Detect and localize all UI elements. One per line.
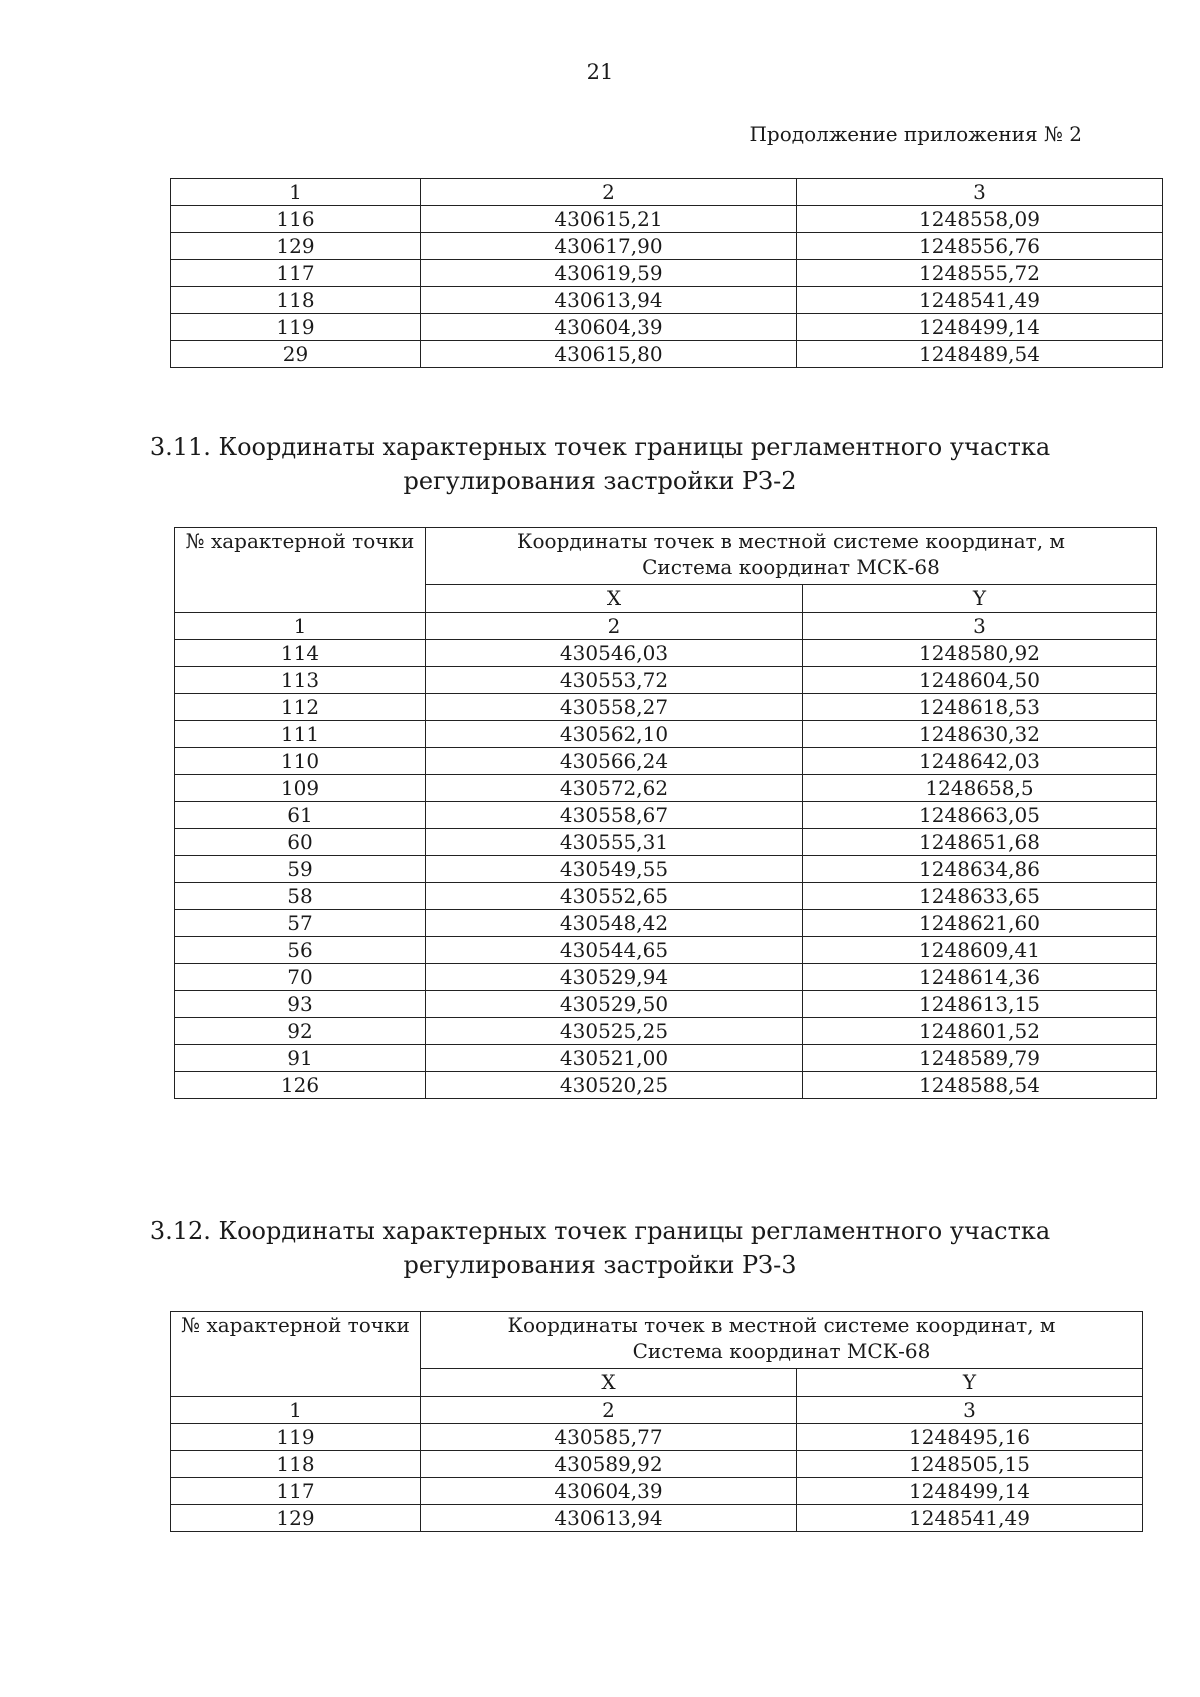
x-coordinate-cell: 430562,10 (426, 721, 803, 748)
x-header: X (421, 1369, 797, 1397)
table-row (171, 260, 1163, 287)
table-row (175, 991, 1157, 1018)
table-row (171, 287, 1163, 314)
table-row (171, 1451, 1143, 1478)
y-coordinate-cell: 1248642,03 (803, 748, 1157, 775)
y-coordinate-cell: 1248588,54 (803, 1072, 1157, 1099)
point-number-cell: 70 (175, 964, 426, 991)
table-row (175, 910, 1157, 937)
coordinates-header-line: Координаты точек в местной системе координат, м (517, 529, 1065, 553)
point-number-cell: 117 (171, 1478, 421, 1505)
point-number-cell: 29 (171, 341, 421, 368)
coordinate-system-line: Система координат МСК-68 (642, 555, 940, 579)
y-coordinate-cell: 1248580,92 (803, 640, 1157, 667)
x-coordinate-cell: 430548,42 (426, 910, 803, 937)
section-3-11-title (0, 430, 1200, 498)
rz2-coordinates-table (174, 527, 1157, 1099)
table-row (171, 341, 1163, 368)
x-coordinate-cell: 430585,77 (421, 1424, 797, 1451)
y-coordinate-cell: 1248633,65 (803, 883, 1157, 910)
y-coordinate-cell: 1248499,14 (797, 1478, 1143, 1505)
y-coordinate-cell: 1248495,16 (797, 1424, 1143, 1451)
rz3-coordinates-table (170, 1311, 1143, 1532)
column-number-row (175, 613, 1157, 640)
y-coordinate-cell: 1248489,54 (797, 341, 1163, 368)
table-row (175, 775, 1157, 802)
point-number-header: № характерной точки (175, 528, 426, 613)
y-header: Y (803, 585, 1157, 613)
x-coordinate-cell: 430525,25 (426, 1018, 803, 1045)
rz2-table-body (175, 528, 1157, 1099)
point-number-cell: 109 (175, 775, 426, 802)
y-coordinate-cell: 1248505,15 (797, 1451, 1143, 1478)
point-number-cell: 60 (175, 829, 426, 856)
point-number-cell: 58 (175, 883, 426, 910)
x-coordinate-cell: 430521,00 (426, 1045, 803, 1072)
point-number-cell: 112 (175, 694, 426, 721)
column-number-cell: 1 (171, 179, 421, 206)
point-number-cell: 93 (175, 991, 426, 1018)
point-number-cell: 126 (175, 1072, 426, 1099)
section-title-line: регулирования застройки РЗ-3 (403, 1251, 797, 1279)
x-coordinate-cell: 430520,25 (426, 1072, 803, 1099)
x-coordinate-cell: 430615,21 (421, 206, 797, 233)
continuation-table-body (171, 179, 1163, 368)
y-coordinate-cell: 1248589,79 (803, 1045, 1157, 1072)
point-number-cell: 59 (175, 856, 426, 883)
column-number-cell: 1 (171, 1397, 421, 1424)
table-row (175, 1045, 1157, 1072)
point-number-cell: 111 (175, 721, 426, 748)
x-coordinate-cell: 430615,80 (421, 341, 797, 368)
point-number-header: № характерной точки (171, 1312, 421, 1397)
table-row (175, 856, 1157, 883)
point-number-cell: 116 (171, 206, 421, 233)
x-coordinate-cell: 430617,90 (421, 233, 797, 260)
point-number-cell: 119 (171, 314, 421, 341)
y-coordinate-cell: 1248499,14 (797, 314, 1163, 341)
x-coordinate-cell: 430558,27 (426, 694, 803, 721)
x-coordinate-cell: 430555,31 (426, 829, 803, 856)
table-row (175, 883, 1157, 910)
point-number-cell: 118 (171, 287, 421, 314)
x-coordinate-cell: 430529,50 (426, 991, 803, 1018)
x-coordinate-cell: 430613,94 (421, 287, 797, 314)
table-row (175, 721, 1157, 748)
y-coordinate-cell: 1248651,68 (803, 829, 1157, 856)
y-coordinate-cell: 1248558,09 (797, 206, 1163, 233)
point-number-cell: 92 (175, 1018, 426, 1045)
coordinates-header (426, 528, 1157, 585)
coordinates-header (421, 1312, 1143, 1369)
continuation-note: Продолжение приложения № 2 (749, 122, 1082, 146)
table-row (175, 1018, 1157, 1045)
point-number-cell: 114 (175, 640, 426, 667)
x-coordinate-cell: 430572,62 (426, 775, 803, 802)
table-row (175, 748, 1157, 775)
x-coordinate-cell: 430544,65 (426, 937, 803, 964)
x-coordinate-cell: 430619,59 (421, 260, 797, 287)
y-coordinate-cell: 1248614,36 (803, 964, 1157, 991)
table-row (171, 1505, 1143, 1532)
x-coordinate-cell: 430566,24 (426, 748, 803, 775)
column-number-cell: 3 (797, 179, 1163, 206)
point-number-cell: 129 (171, 1505, 421, 1532)
table-row (171, 314, 1163, 341)
y-coordinate-cell: 1248556,76 (797, 233, 1163, 260)
y-coordinate-cell: 1248663,05 (803, 802, 1157, 829)
table-row (175, 1072, 1157, 1099)
continuation-table (170, 178, 1163, 368)
x-coordinate-cell: 430549,55 (426, 856, 803, 883)
point-number-cell: 57 (175, 910, 426, 937)
y-coordinate-cell: 1248613,15 (803, 991, 1157, 1018)
section-3-12-title (0, 1214, 1200, 1282)
coordinates-header-line: Координаты точек в местной системе координат, м (507, 1313, 1056, 1337)
point-number-cell: 118 (171, 1451, 421, 1478)
point-number-cell: 110 (175, 748, 426, 775)
x-header: X (426, 585, 803, 613)
y-coordinate-cell: 1248601,52 (803, 1018, 1157, 1045)
y-coordinate-cell: 1248541,49 (797, 287, 1163, 314)
x-coordinate-cell: 430529,94 (426, 964, 803, 991)
section-title-line: регулирования застройки РЗ-2 (403, 467, 797, 495)
x-coordinate-cell: 430613,94 (421, 1505, 797, 1532)
table-row (175, 694, 1157, 721)
point-number-cell: 117 (171, 260, 421, 287)
y-coordinate-cell: 1248634,86 (803, 856, 1157, 883)
point-number-cell: 91 (175, 1045, 426, 1072)
column-number-cell: 3 (803, 613, 1157, 640)
point-number-cell: 56 (175, 937, 426, 964)
table-row (171, 1424, 1143, 1451)
table-row (171, 233, 1163, 260)
y-coordinate-cell: 1248609,41 (803, 937, 1157, 964)
x-coordinate-cell: 430589,92 (421, 1451, 797, 1478)
section-title-line: 3.11. Координаты характерных точек границы регламентного участка (149, 433, 1051, 461)
y-coordinate-cell: 1248621,60 (803, 910, 1157, 937)
table-row (171, 1478, 1143, 1505)
section-title-line: 3.12. Координаты характерных точек границы регламентного участка (149, 1217, 1051, 1245)
column-number-cell: 2 (421, 1397, 797, 1424)
column-number-cell: 2 (421, 179, 797, 206)
y-coordinate-cell: 1248618,53 (803, 694, 1157, 721)
table-row (175, 937, 1157, 964)
table-row (175, 802, 1157, 829)
column-number-cell: 2 (426, 613, 803, 640)
page-number: 21 (586, 60, 614, 84)
point-number-cell: 129 (171, 233, 421, 260)
y-coordinate-cell: 1248541,49 (797, 1505, 1143, 1532)
column-number-row (171, 179, 1163, 206)
column-number-cell: 3 (797, 1397, 1143, 1424)
table-row (175, 829, 1157, 856)
point-number-cell: 61 (175, 802, 426, 829)
coordinate-system-line: Система координат МСК-68 (632, 1339, 931, 1363)
table-row (175, 640, 1157, 667)
table-row (175, 667, 1157, 694)
y-coordinate-cell: 1248658,5 (803, 775, 1157, 802)
table-row (175, 964, 1157, 991)
x-coordinate-cell: 430558,67 (426, 802, 803, 829)
y-coordinate-cell: 1248555,72 (797, 260, 1163, 287)
point-number-cell: 113 (175, 667, 426, 694)
header-row (171, 1312, 1143, 1369)
x-coordinate-cell: 430552,65 (426, 883, 803, 910)
point-number-cell: 119 (171, 1424, 421, 1451)
y-coordinate-cell: 1248604,50 (803, 667, 1157, 694)
column-number-row (171, 1397, 1143, 1424)
header-row (175, 528, 1157, 585)
x-coordinate-cell: 430604,39 (421, 314, 797, 341)
x-coordinate-cell: 430546,03 (426, 640, 803, 667)
x-coordinate-cell: 430604,39 (421, 1478, 797, 1505)
y-header: Y (797, 1369, 1143, 1397)
rz3-table-body (171, 1312, 1143, 1532)
y-coordinate-cell: 1248630,32 (803, 721, 1157, 748)
table-row (171, 206, 1163, 233)
x-coordinate-cell: 430553,72 (426, 667, 803, 694)
column-number-cell: 1 (175, 613, 426, 640)
